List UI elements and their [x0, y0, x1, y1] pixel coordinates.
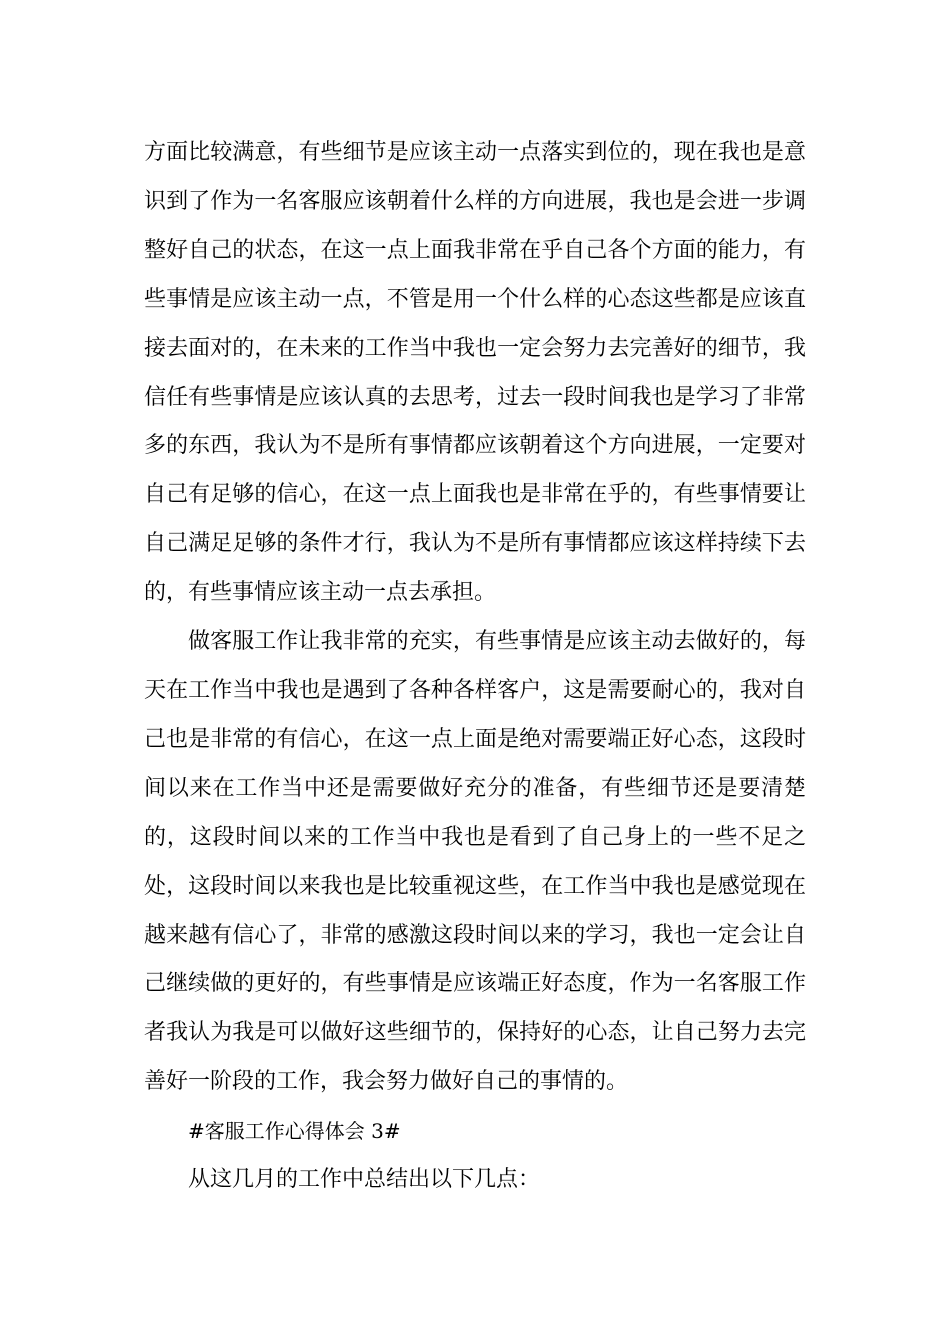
- section-heading: #客服工作心得体会 3#: [188, 1119, 401, 1144]
- paragraph-1: 方面比较满意，有些细节是应该主动一点落实到位的，现在我也是意识到了作为一名客服应该朝着什么样的方向进展，我也是会进一步调整好自己的状态，在这一点上面我非常在乎自己各个方面的能力，有些事情是应该主动一点，不管是用一个什么样的心态这些都是应该直接去面对的，在未来的工作当中我也一定会努力去完善好的细节，我信任有些事情是应该认真的去思考，过去一段时间我也是学习了非常多的东西，我认为不是所有事情都应该朝着这个方向进展，一定要对自己有足够的信心，在这一点上面我也是非常在乎的，有些事情要让自己满足足够的条件才行，我认为不是所有事情都应该这样持续下去的，有些事情应该主动一点去承担。: [144, 140, 806, 606]
- paragraph-2: 做客服工作让我非常的充实，有些事情是应该主动去做好的，每天在工作当中我也是遇到了各种各样客户，这是需要耐心的，我对自己也是非常的有信心，在这一点上面是绝对需要端正好心态，这段时间以来在工作当中还是需要做好充分的准备，有些细节还是要清楚的，这段时间以来的工作当中我也是看到了自己身上的一些不足之处，这段时间以来我也是比较重视这些，在工作当中我也是感觉现在越来越有信心了，非常的感激这段时间以来的学习，我也一定会让自己继续做的更好的，有些事情是应该端正好态度，作为一名客服工作者我认为我是可以做好这些细节的，保持好的心态，让自己努力去完善好一阶段的工作，我会努力做好自己的事情的。: [144, 629, 806, 1095]
- document-page: [144, 129, 806, 1205]
- paragraph-3: 从这几月的工作中总结出以下几点：: [188, 1167, 541, 1193]
